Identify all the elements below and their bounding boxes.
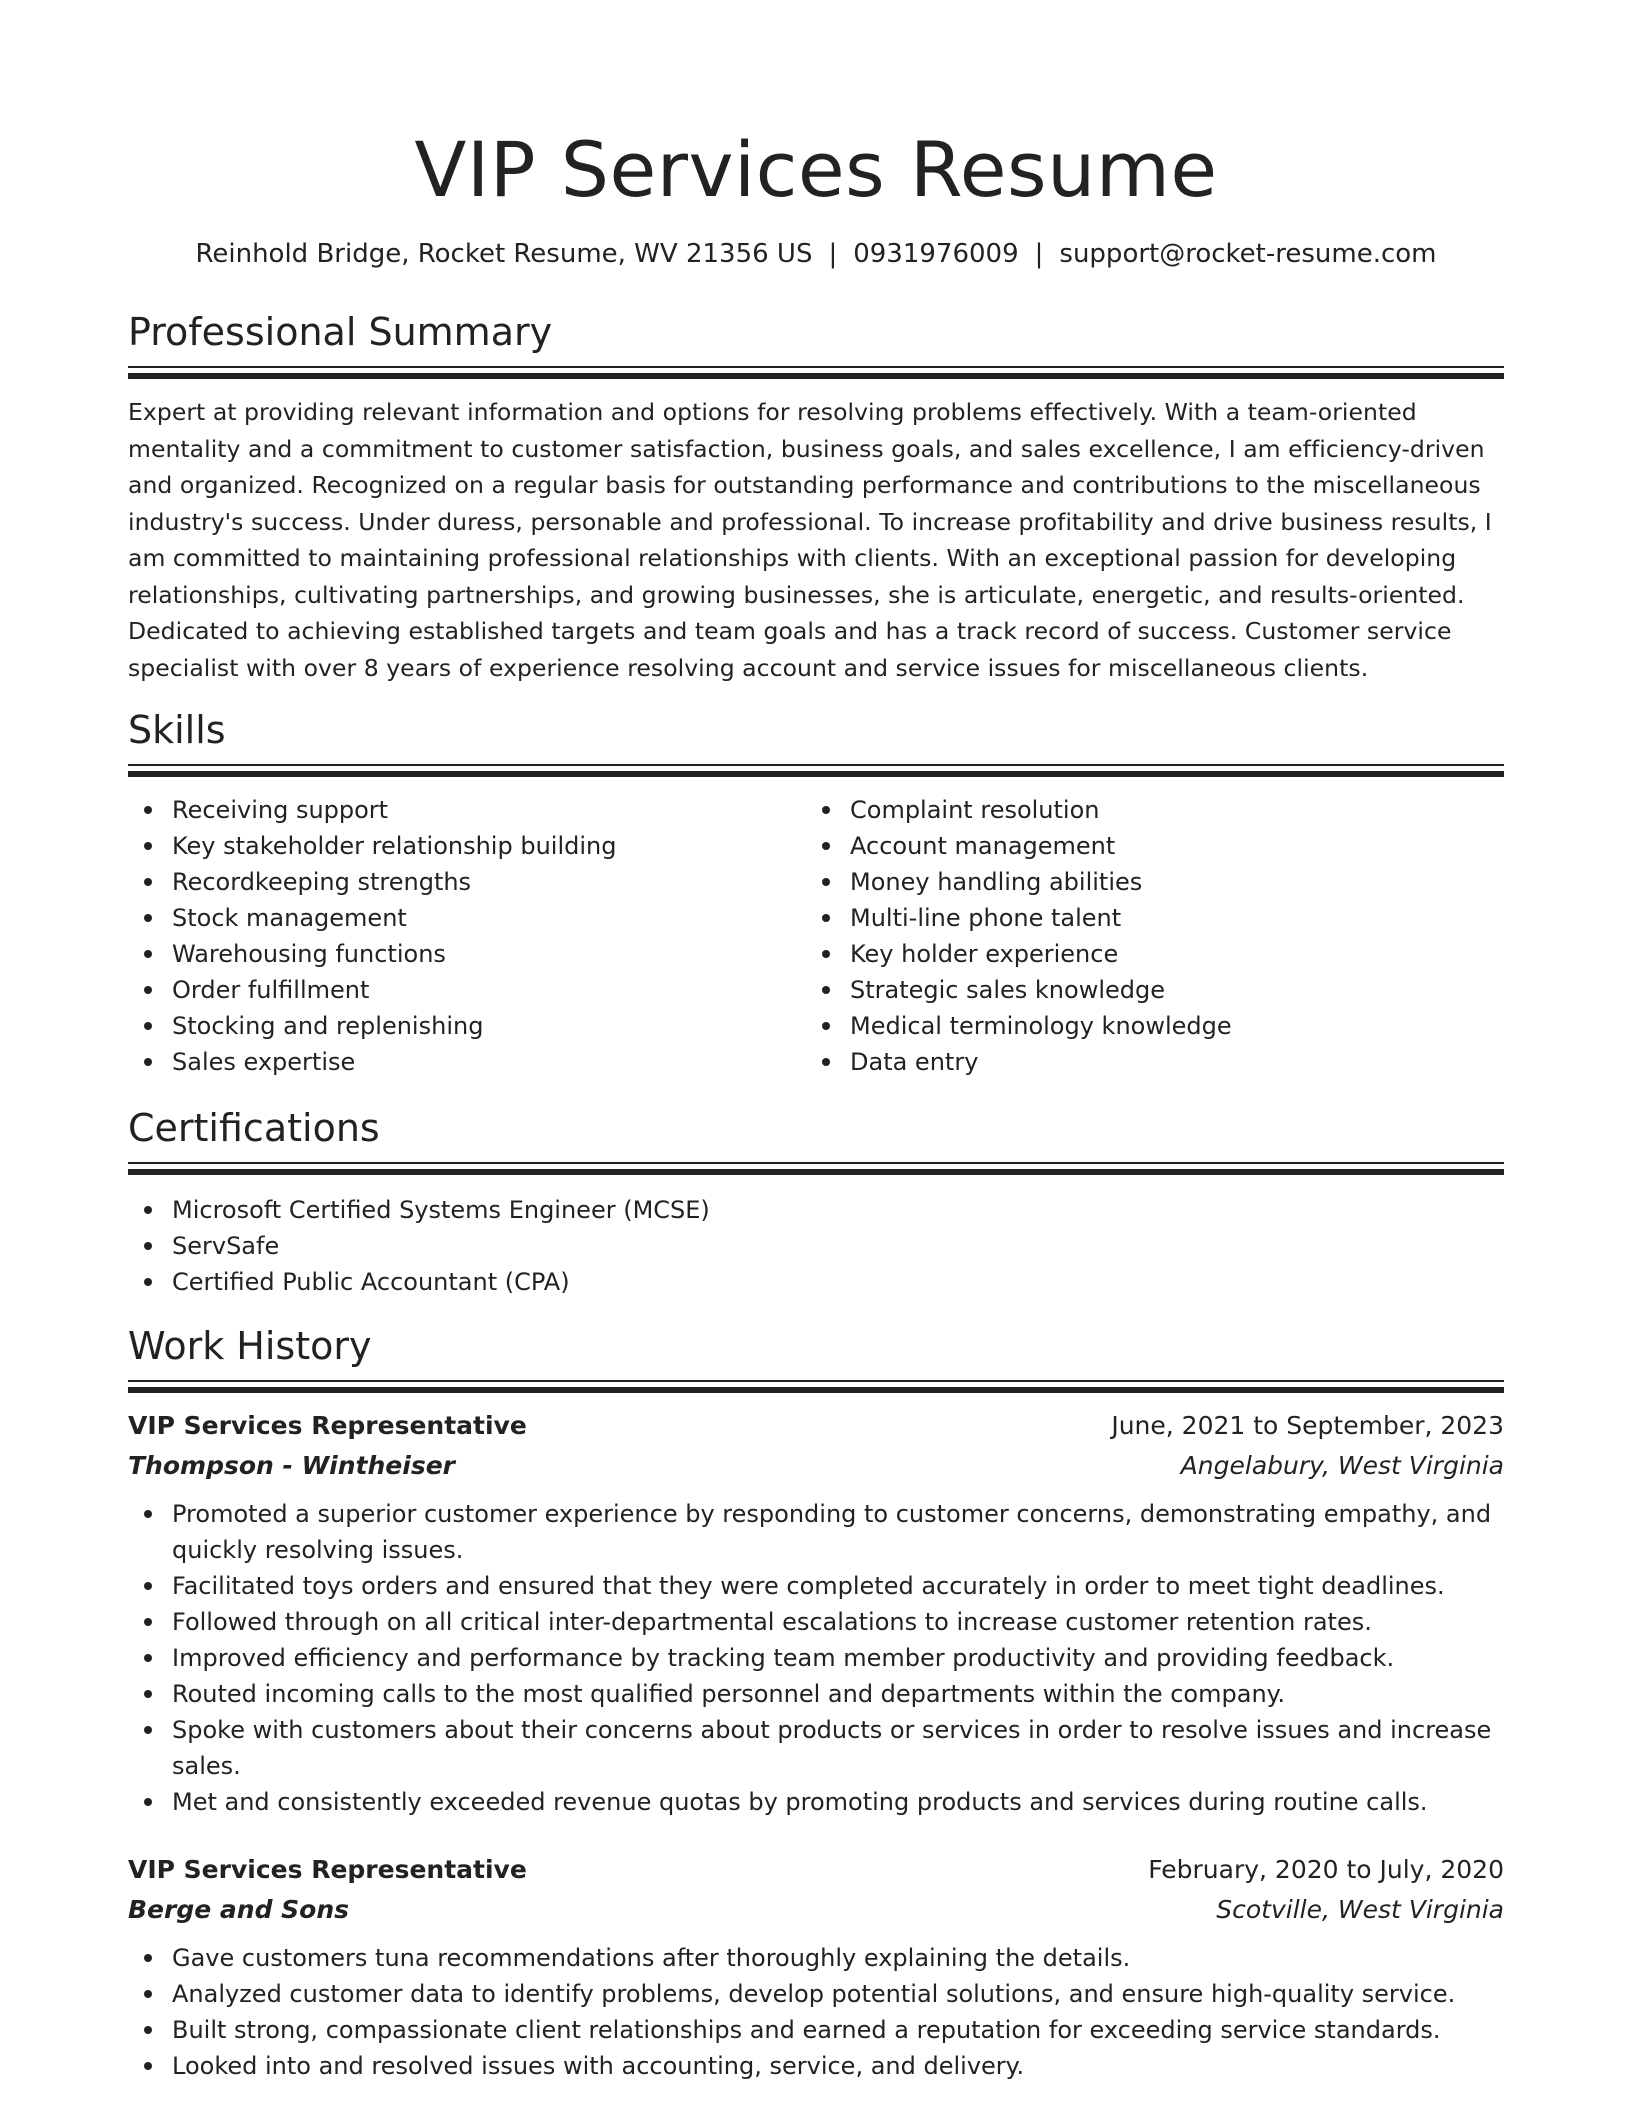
job-location: Scotville, West Virginia (1216, 1895, 1504, 1924)
skill-item: Sales expertise (128, 1044, 806, 1080)
job-header (128, 1406, 1504, 1446)
job-bullet: Gave customers tuna recommendations after thoroughly explaining the details. (128, 1940, 1504, 1976)
section-divider (128, 366, 1504, 380)
contact-email[interactable]: support@rocket-resume.com (1059, 239, 1437, 269)
skill-item: Strategic sales knowledge (806, 972, 1484, 1008)
job-bullet: Built strong, compassionate client relationships and earned a reputation for exceeding service standards. (128, 2012, 1504, 2048)
job-bullet: Looked into and resolved issues with accounting, service, and delivery. (128, 2048, 1504, 2084)
skills-list-left (128, 792, 806, 1080)
job-bullet: Promoted a superior customer experience by responding to customer concerns, demonstrating empathy, and quickly resolving issues. (128, 1496, 1504, 1568)
skill-item: Stock management (128, 900, 806, 936)
skill-item: Complaint resolution (806, 792, 1484, 828)
summary-section (128, 306, 1504, 686)
certification-item: Microsoft Certified Systems Engineer (MCSE) (128, 1192, 1504, 1228)
job-subheader (128, 1890, 1504, 1930)
skill-item: Multi-line phone talent (806, 900, 1484, 936)
job-dates: February, 2020 to July, 2020 (1148, 1855, 1504, 1884)
skills-section (128, 704, 1504, 1080)
job-bullet: Facilitated toys orders and ensured that they were completed accurately in order to meet tight deadlines. (128, 1568, 1504, 1604)
skill-item: Key stakeholder relationship building (128, 828, 806, 864)
job-subheader (128, 1446, 1504, 1486)
job-bullet: Met and consistently exceeded revenue quotas by promoting products and services during routine calls. (128, 1784, 1504, 1820)
skill-item: Order fulfillment (128, 972, 806, 1008)
skill-item: Data entry (806, 1044, 1484, 1080)
skill-item: Money handling abilities (806, 864, 1484, 900)
job-entry (128, 1850, 1504, 2084)
skill-item: Stocking and replenishing (128, 1008, 806, 1044)
skill-item: Receiving support (128, 792, 806, 828)
job-bullet: Spoke with customers about their concerns about products or services in order to resolve issues and increase sales. (128, 1712, 1504, 1784)
job-dates: June, 2021 to September, 2023 (1111, 1411, 1504, 1440)
skill-item: Account management (806, 828, 1484, 864)
summary-heading: Professional Summary (128, 310, 553, 354)
contact-separator: | (828, 239, 838, 269)
skills-grid (128, 792, 1504, 1080)
skill-item: Medical terminology knowledge (806, 1008, 1484, 1044)
resume-title: VIP Services Resume (414, 125, 1218, 214)
skill-item: Key holder experience (806, 936, 1484, 972)
job-bullets (128, 1940, 1504, 2084)
section-divider (128, 764, 1504, 778)
contact-address: Reinhold Bridge, Rocket Resume, WV 21356 US (195, 239, 813, 269)
job-bullet: Routed incoming calls to the most qualified personnel and departments within the company. (128, 1676, 1504, 1712)
section-divider (128, 1380, 1504, 1394)
certifications-section (128, 1102, 1504, 1300)
certification-item: ServSafe (128, 1228, 1504, 1264)
job-bullet: Improved efficiency and performance by tracking team member productivity and providing feedback. (128, 1640, 1504, 1676)
contact-phone: 0931976009 (853, 239, 1019, 269)
summary-text: Expert at providing relevant information and options for resolving problems effectively. With a team-oriented mentality and a commitment to customer satisfaction, business goals, and sales excellence, I am efficiency-driven and organized. Recognized on a regular basis for outstanding performance and contributions to the miscellaneous industry's success. Under duress, personable and professional. To increase profitability and drive business results, I am committed to maintaining professional relationships with clients. With an exceptional passion for developing relationships, cultivating partnerships, and growing businesses, she is articulate, energetic, and results-oriented. Dedicated to achieving established targets and team goals and has a track record of success. Customer service specialist with over 8 years of experience resolving account and service issues for miscellaneous clients. (128, 398, 1492, 682)
contact-separator: | (1034, 239, 1044, 269)
skills-list-right (806, 792, 1484, 1080)
job-location: Angelabury, West Virginia (1180, 1451, 1504, 1480)
contact-line (128, 234, 1504, 274)
job-entry (128, 1406, 1504, 1820)
job-title: VIP Services Representative (128, 1855, 527, 1884)
work-history-heading: Work History (128, 1324, 372, 1368)
certifications-heading: Certifications (128, 1106, 380, 1150)
job-company: Berge and Sons (128, 1895, 350, 1924)
resume-page (128, 0, 1504, 2084)
work-history-section (128, 1320, 1504, 2084)
job-header (128, 1850, 1504, 1890)
job-company: Thompson - Wintheiser (128, 1451, 455, 1480)
certification-item: Certified Public Accountant (CPA) (128, 1264, 1504, 1300)
job-bullet: Followed through on all critical inter-departmental escalations to increase customer retention rates. (128, 1604, 1504, 1640)
job-title: VIP Services Representative (128, 1411, 527, 1440)
skills-heading: Skills (128, 708, 226, 752)
job-bullets (128, 1496, 1504, 1820)
section-divider (128, 1162, 1504, 1176)
skill-item: Recordkeeping strengths (128, 864, 806, 900)
job-bullet: Analyzed customer data to identify problems, develop potential solutions, and ensure high-quality service. (128, 1976, 1504, 2012)
skill-item: Warehousing functions (128, 936, 806, 972)
certifications-list (128, 1192, 1504, 1300)
